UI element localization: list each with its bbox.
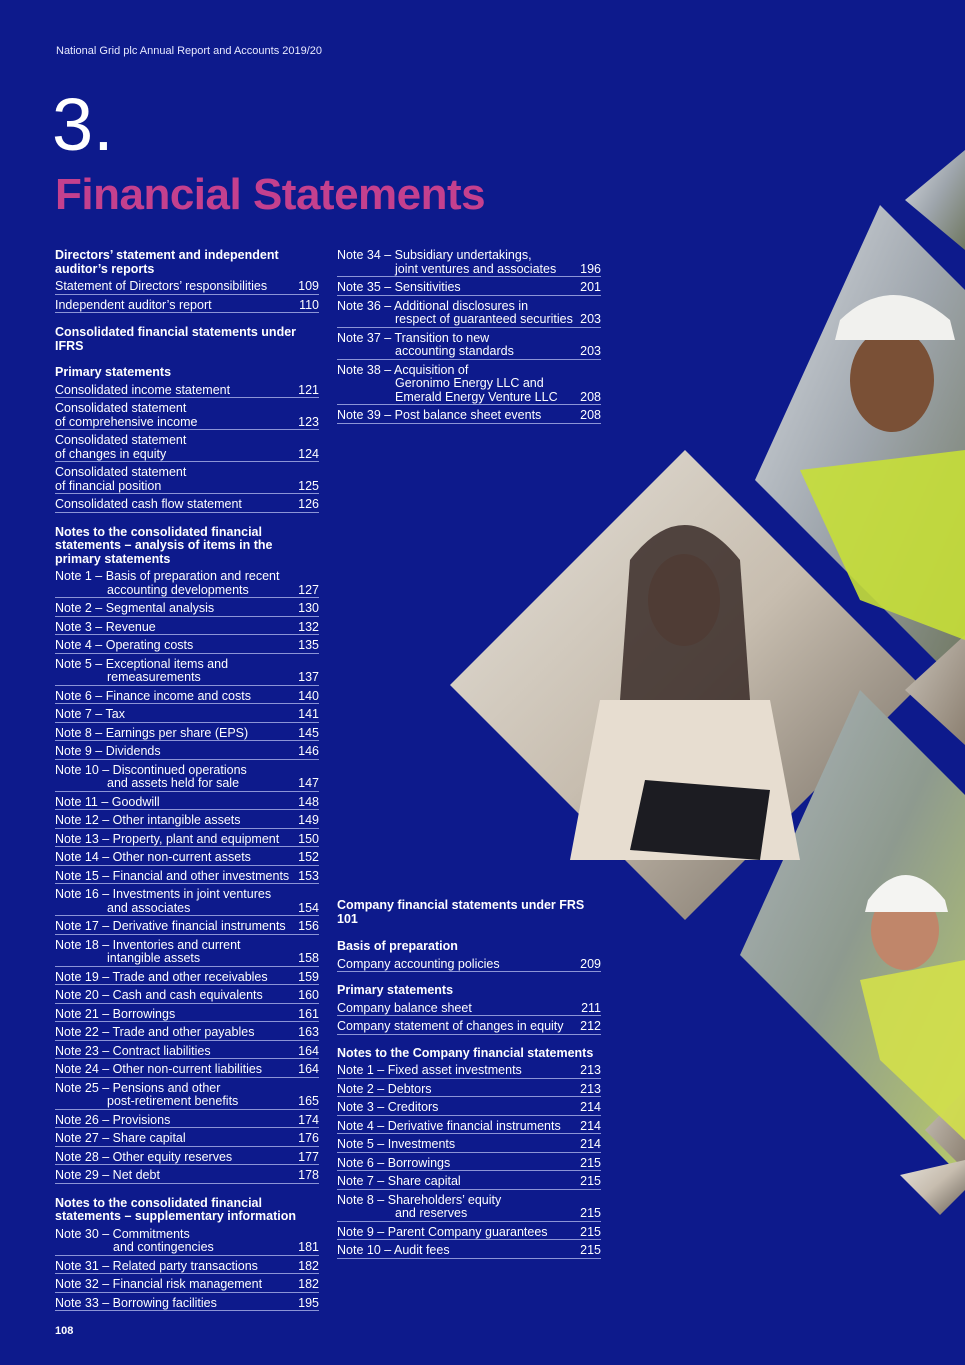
toc-entry-title: Note 5 – Exceptional items and [55,656,229,671]
toc-entry[interactable] [55,299,319,314]
toc-entry[interactable] [337,1138,601,1153]
toc-entry[interactable] [337,1020,601,1035]
toc-entry-page: 208 [580,389,601,404]
toc-entry[interactable] [337,249,601,277]
toc-entry-page: 152 [298,850,319,864]
toc-entry-title: Note 13 – Property, plant and equipment [55,831,280,846]
toc-entry[interactable] [55,1082,319,1110]
toc-entry-page: 161 [298,1006,319,1021]
toc-entry-title: Note 18 – Inventories and current [55,937,241,952]
toc-entry[interactable] [55,745,319,760]
toc-entry[interactable] [55,1026,319,1041]
toc-entry-title: Note 22 – Trade and other payables [55,1025,255,1039]
toc-entry[interactable] [337,1244,601,1259]
toc-entry-page: 130 [298,601,319,615]
toc-entry-title: Note 7 – Tax [55,707,125,721]
toc-entry-page: 214 [580,1100,601,1114]
toc-entry-title: remeasurements [107,670,201,684]
toc-entry[interactable] [55,1278,319,1293]
toc-entry-title: Note 20 – Cash and cash equivalents [55,988,263,1002]
toc-entry[interactable] [55,888,319,916]
toc-entry-page: 147 [298,776,319,790]
toc-entry-title: Consolidated statement [55,465,187,479]
toc-entry-page: 195 [298,1295,319,1310]
toc-entry-title: and assets held for sale [107,776,240,790]
toc-entry-title: Note 1 – Basis of preparation and recent [55,569,280,583]
toc-entry[interactable] [337,1064,601,1079]
laptop [630,780,770,860]
toc-entry[interactable] [55,621,319,636]
toc-entry-title: Note 14 – Other non-current assets [55,850,251,864]
toc-entry-title: Consolidated statement [55,401,187,415]
photo-diamond-top [905,150,965,250]
toc-entry-page: 213 [580,1063,601,1077]
toc-entry[interactable] [55,570,319,598]
photo-diamond-small-2 [900,1160,965,1215]
section-heading: Directors’ statement and independent auditor’s reports [55,248,279,276]
toc-entry-title: Note 15 – Financial and other investments [55,868,290,883]
toc-entry-title: Note 32 – Financial risk management [55,1277,263,1291]
toc-entry-page: 203 [580,344,601,358]
toc-entry-title: Note 35 – Sensitivities [337,280,461,294]
toc-entry-title: Note 31 – Related party transactions [55,1258,258,1273]
toc-entry-page: 181 [298,1240,319,1254]
toc-entry-page: 215 [580,1224,601,1239]
toc-entry[interactable] [55,498,319,513]
toc-entry-page: 164 [298,1043,319,1058]
toc-entry-title: respect of guaranteed securities [395,312,573,326]
toc-entry[interactable] [55,796,319,811]
section-heading: Notes to the consolidated financial statements – supplementary information [55,1195,297,1223]
section-heading: Primary statements [55,365,172,379]
toc-entry[interactable] [337,1194,601,1222]
toc-list [337,1064,601,1259]
toc-entry-title: Note 8 – Shareholders’ equity [337,1192,502,1207]
toc-entry[interactable] [337,1157,601,1172]
toc-entry[interactable] [55,708,319,723]
toc-entry-title: Consolidated income statement [55,382,231,397]
section-heading: Primary statements [337,983,454,997]
page-title: Financial Statements [55,170,486,219]
toc-entry-title: Note 25 – Pensions and other [55,1080,221,1095]
toc-entry-title: Note 29 – Net debt [55,1168,160,1182]
section-heading: Basis of preparation [337,939,458,953]
toc-entry-page: 132 [298,619,319,634]
toc-entry[interactable] [337,1101,601,1116]
toc-middle-column [337,249,601,428]
toc-entry-title: Note 38 – Acquisition of [337,362,469,377]
toc-entry-title: Note 4 – Operating costs [55,638,194,652]
toc-entry[interactable] [55,920,319,935]
toc-entry-title: Consolidated cash flow statement [55,497,242,511]
hijab [620,525,750,700]
toc-list [55,280,319,313]
toc-entry[interactable] [337,300,601,328]
toc-entry-page: 201 [580,280,601,294]
toc-entry[interactable] [55,764,319,792]
toc-entry[interactable] [337,1226,601,1241]
toc-entry-page: 182 [298,1277,319,1291]
toc-entry-page: 215 [580,1243,601,1257]
toc-entry-title: Company accounting policies [337,956,500,971]
toc-entry-title: Independent auditor’s report [55,297,212,312]
toc-entry-page: 163 [298,1025,319,1039]
toc-entry[interactable] [337,409,601,424]
section-heading: Notes to the Company financial statements [337,1045,594,1060]
toc-entry-title: Note 9 – Parent Company guarantees [337,1224,548,1239]
toc-entry-title: Note 8 – Earnings per share (EPS) [55,725,249,740]
toc-list [337,958,601,973]
toc-entry-title: accounting standards [395,344,514,358]
toc-entry-page: 214 [580,1137,601,1151]
toc-entry-title: Note 39 – Post balance sheet events [337,408,542,422]
toc-entry-title: Note 30 – Commitments [55,1226,190,1241]
toc-entry[interactable] [55,1228,319,1256]
toc-entry-title: Note 34 – Subsidiary undertakings, [337,248,532,262]
toc-entry[interactable] [337,1175,601,1190]
toc-entry-title: Note 6 – Borrowings [337,1155,451,1170]
toc-entry-title: Note 17 – Derivative financial instruments [55,919,286,933]
toc-entry-page: 209 [580,956,601,971]
toc-entry-title: Note 16 – Investments in joint ventures [55,887,272,901]
toc-entry-title: Note 7 – Share capital [337,1174,461,1188]
toc-entry-title: intangible assets [107,951,201,965]
toc-left-column [55,249,319,1315]
toc-entry-title: Note 10 – Audit fees [337,1243,450,1257]
toc-entry-page: 141 [298,707,319,721]
toc-entry-page: 153 [298,868,319,883]
toc-entry[interactable] [55,690,319,705]
toc-entry-page: 110 [299,297,319,312]
toc-entry-title: of changes in equity [55,446,167,461]
toc-entry-title: Company statement of changes in equity [337,1019,564,1033]
toc-entry[interactable] [55,280,319,295]
toc-entry[interactable] [55,727,319,742]
toc-entry[interactable] [55,1114,319,1129]
toc-entry-title: Note 12 – Other intangible assets [55,813,241,827]
toc-entry[interactable] [337,281,601,296]
toc-entry-title: Note 1 – Fixed asset investments [337,1063,522,1077]
toc-entry[interactable] [55,971,319,986]
toc-entry-title: Note 24 – Other non-current liabilities [55,1062,263,1076]
toc-entry-title: and reserves [395,1206,468,1220]
toc-entry-page: 109 [298,279,319,293]
toc-entry-page: 126 [298,497,319,511]
toc-entry[interactable] [55,658,319,686]
toc-entry-page: 212 [580,1019,601,1033]
toc-entry[interactable] [55,1151,319,1166]
toc-entry-page: 211 [581,1000,601,1015]
toc-entry[interactable] [337,1120,601,1135]
toc-entry-title: Note 10 – Discontinued operations [55,762,247,777]
toc-entry-page: 176 [298,1131,319,1145]
toc-entry[interactable] [55,1297,319,1312]
section-heading: Notes to the consolidated financial statements – analysis of items in the primary statements [55,524,273,566]
toc-entry[interactable] [55,989,319,1004]
toc-entry-page: 124 [298,446,319,461]
toc-entry-page: 158 [298,951,319,965]
toc-entry-title: accounting developments [107,582,249,597]
toc-company-column [337,899,601,1263]
toc-entry-title: joint ventures and associates [395,261,557,276]
toc-entry-title: Note 33 – Borrowing facilities [55,1295,217,1310]
toc-entry-title: Note 19 – Trade and other receivables [55,969,268,984]
toc-entry[interactable] [55,639,319,654]
toc-entry-title: Note 3 – Revenue [55,619,156,634]
toc-entry-title: Note 26 – Provisions [55,1112,171,1127]
toc-entry[interactable] [55,1132,319,1147]
toc-entry-title: Note 5 – Investments [337,1137,456,1151]
toc-entry-title: Company balance sheet [337,1000,472,1015]
report-header: National Grid plc Annual Report and Accounts 2019/20 [56,45,323,57]
toc-entry-title: post-retirement benefits [107,1094,239,1108]
toc-entry-title: Note 9 – Dividends [55,744,161,758]
toc-entry-page: 182 [298,1258,319,1273]
section-heading: Consolidated financial statements under IFRS [55,325,297,353]
toc-entry-title: and contingencies [113,1240,214,1254]
toc-entry[interactable] [55,1260,319,1275]
toc-entry-title: Note 2 – Segmental analysis [55,601,215,615]
section-heading: Company financial statements under FRS 101 [337,898,585,926]
toc-entry-page: 165 [298,1094,319,1108]
toc-entry[interactable] [55,1008,319,1023]
toc-entry-title: Consolidated statement [55,433,187,447]
toc-entry-title: Note 2 – Debtors [337,1081,432,1096]
toc-entry-title: Note 28 – Other equity reserves [55,1149,233,1164]
toc-entry-title: and associates [107,900,191,915]
toc-entry-page: 178 [298,1168,319,1182]
toc-entry-page: 160 [298,988,319,1002]
chapter-number: 3. [52,83,114,166]
toc-entry-title: Note 36 – Additional disclosures in [337,298,529,313]
toc-list [55,384,319,513]
toc-entry-page: 149 [298,813,319,827]
toc-entry[interactable] [55,602,319,617]
toc-entry-page: 215 [580,1206,601,1220]
toc-entry-page: 127 [298,582,319,597]
toc-entry-title: of comprehensive income [55,414,198,429]
toc-entry-page: 214 [580,1118,601,1133]
toc-entry-page: 164 [298,1062,319,1076]
toc-entry[interactable] [55,833,319,848]
toc-entry[interactable] [55,939,319,967]
toc-entry[interactable] [55,384,319,399]
toc-entry[interactable] [55,870,319,885]
toc-entry-title: Note 3 – Creditors [337,1100,439,1114]
toc-entry-title: Note 21 – Borrowings [55,1006,176,1021]
toc-entry[interactable] [55,1169,319,1184]
toc-list [337,1002,601,1035]
toc-entry-page: 156 [298,919,319,933]
toc-entry-page: 123 [298,414,319,429]
toc-list [55,1228,319,1312]
toc-entry[interactable] [55,1045,319,1060]
toc-list [337,249,601,424]
toc-entry-title: Statement of Directors’ responsibilities [55,279,268,293]
toc-entry-title: of financial position [55,478,162,493]
toc-entry-page: 215 [580,1155,601,1170]
toc-entry-page: 203 [580,312,601,326]
toc-entry-page: 196 [580,261,601,276]
toc-entry-title: Note 23 – Contract liabilities [55,1043,211,1058]
toc-entry[interactable] [55,434,319,462]
toc-entry-page: 159 [298,969,319,984]
toc-entry-page: 140 [298,688,319,703]
toc-entry-title: Note 6 – Finance income and costs [55,688,251,703]
toc-entry-title: Emerald Energy Venture LLC [395,389,558,404]
toc-entry-title: Note 11 – Goodwill [55,794,160,809]
toc-entry-page: 121 [298,382,319,397]
toc-entry-page: 150 [298,831,319,846]
toc-entry-page: 146 [298,744,319,758]
toc-entry[interactable] [337,332,601,360]
toc-entry-page: 135 [298,638,319,652]
toc-entry[interactable] [337,364,601,406]
toc-entry[interactable] [337,958,601,973]
page-number: 108 [55,1325,74,1337]
toc-entry-title: Geronimo Energy LLC and [395,376,544,390]
toc-entry-page: 213 [580,1081,601,1096]
toc-entry-title: Note 37 – Transition to new [337,330,490,345]
toc-entry[interactable] [55,466,319,494]
toc-entry[interactable] [337,1083,601,1098]
worker-face [850,328,934,432]
toc-entry-title: Note 4 – Derivative financial instruments [337,1118,561,1133]
toc-entry-page: 148 [298,794,319,809]
toc-entry[interactable] [55,402,319,430]
toc-entry[interactable] [55,851,319,866]
toc-entry-page: 215 [580,1174,601,1188]
toc-entry[interactable] [337,1002,601,1017]
toc-entry[interactable] [55,1063,319,1078]
toc-entry[interactable] [55,814,319,829]
toc-entry-title: Note 27 – Share capital [55,1131,186,1145]
toc-entry-page: 145 [298,725,319,740]
toc-list [55,570,319,1184]
toc-entry-page: 154 [298,900,319,915]
toc-entry-page: 174 [298,1112,319,1127]
toc-entry-page: 125 [298,478,319,493]
toc-entry-page: 137 [298,670,319,684]
toc-entry-page: 208 [580,408,601,422]
toc-entry-page: 177 [298,1149,319,1164]
